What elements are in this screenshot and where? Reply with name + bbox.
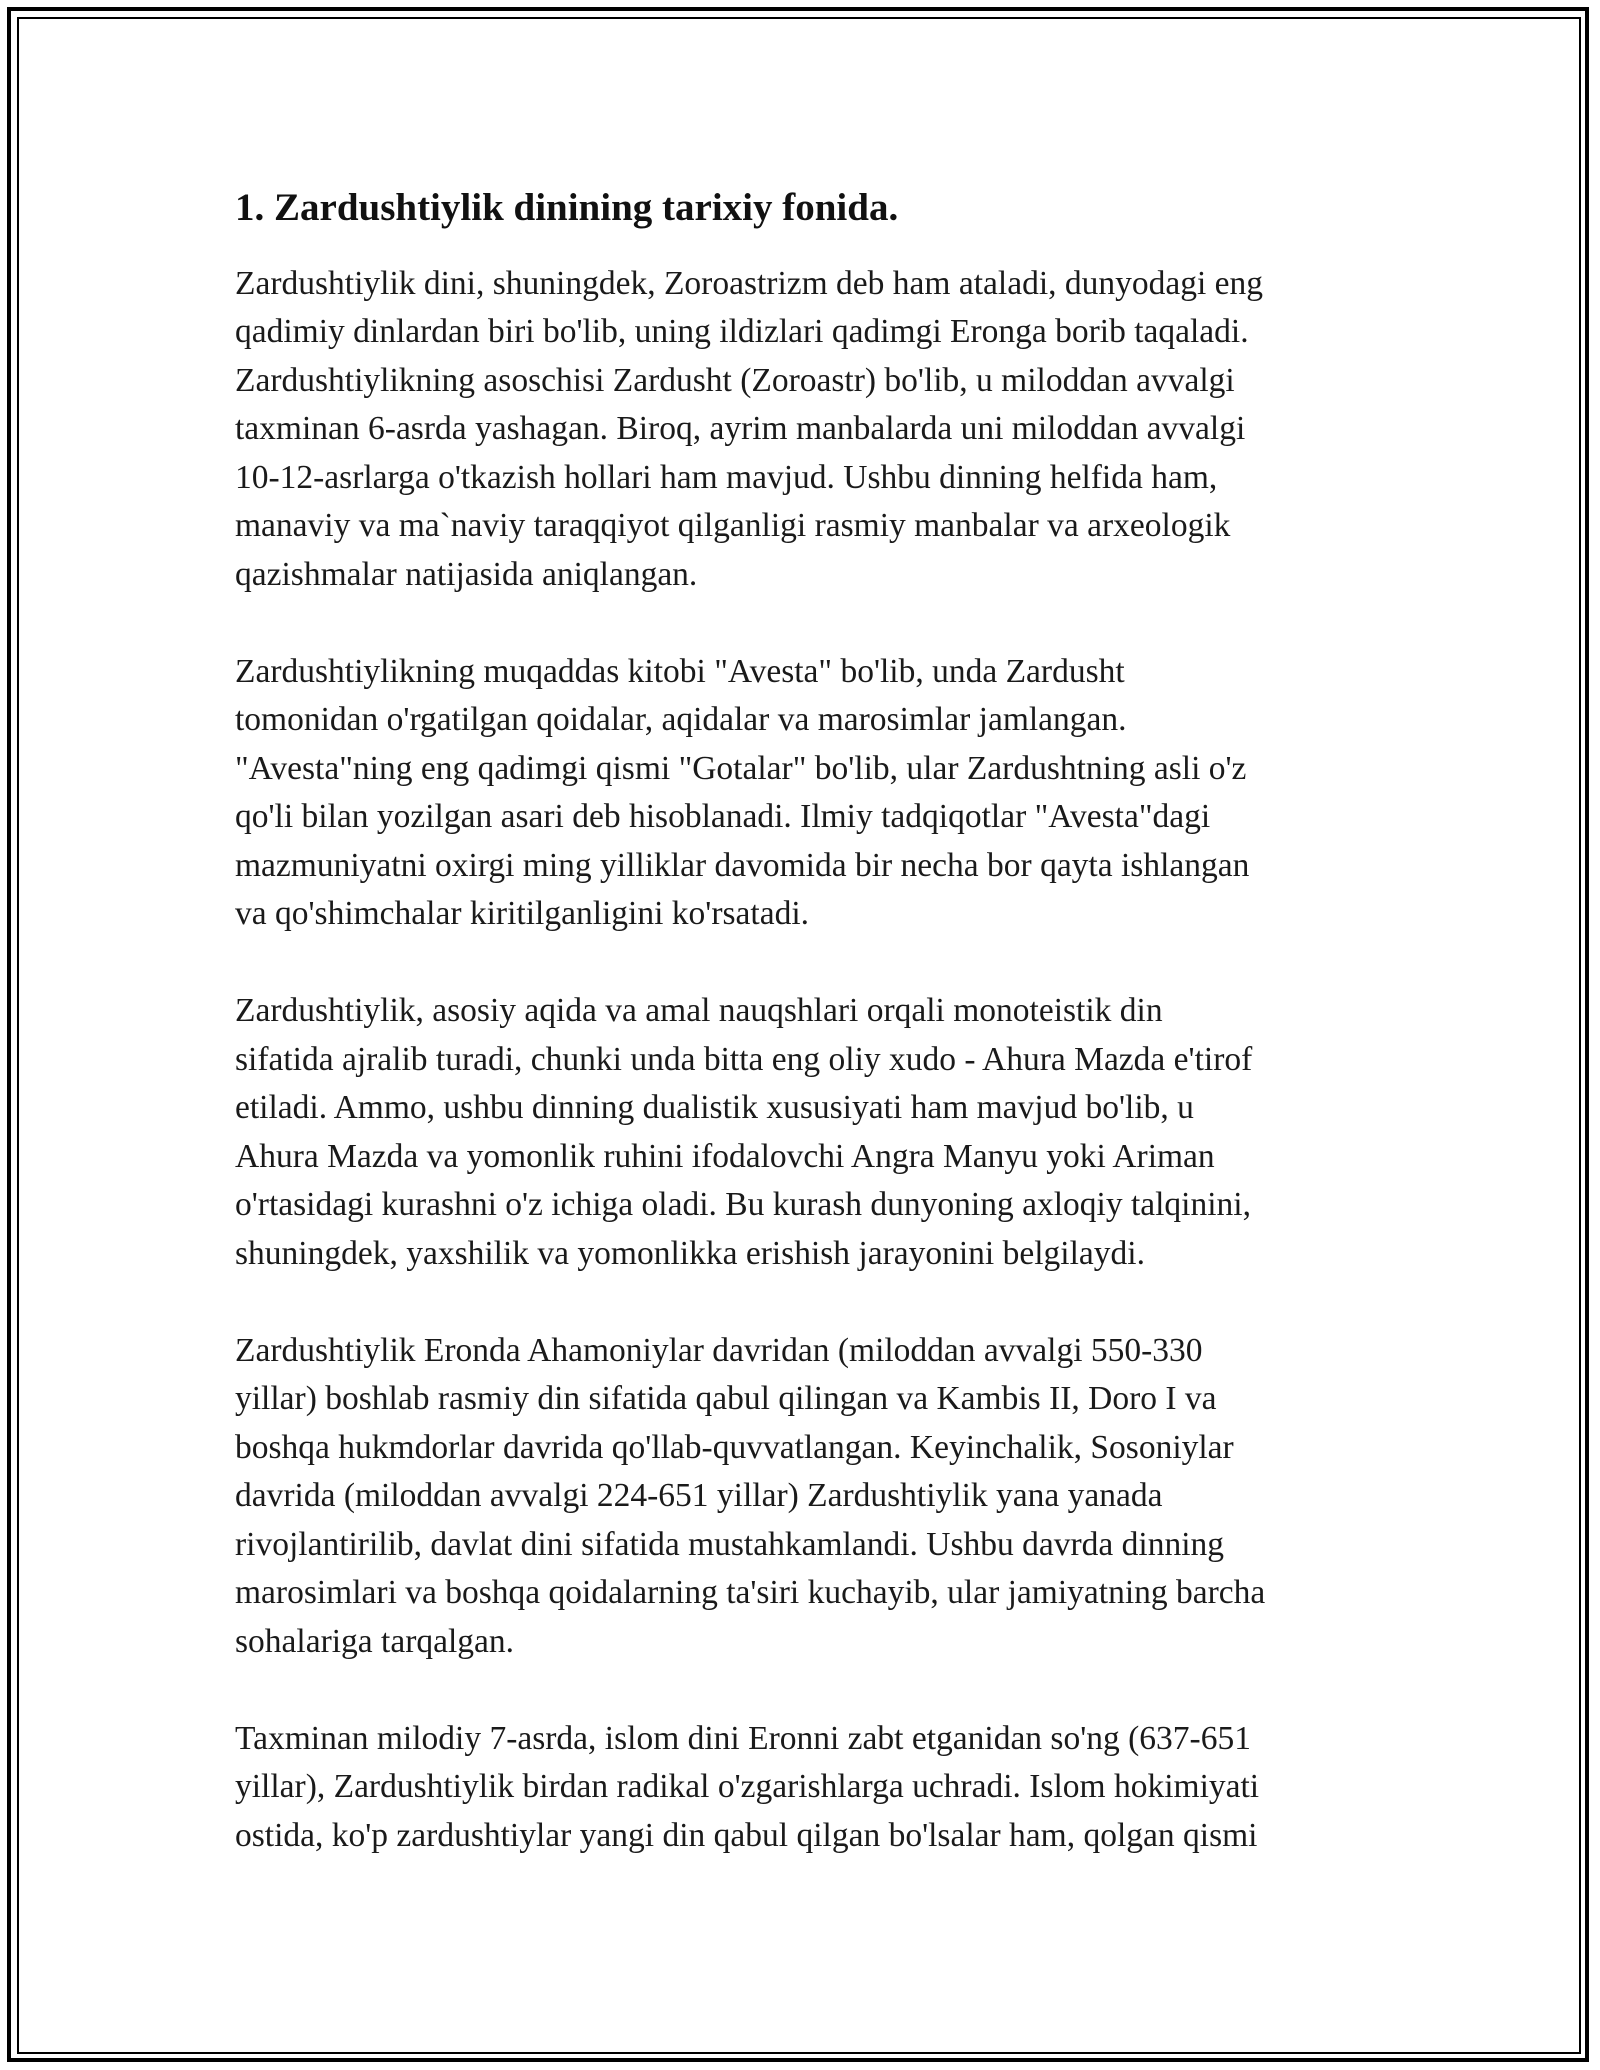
text-line: "Avesta"ning eng qadimgi qismi "Gotalar" bo'lib, ular Zardushtning asli o'z	[235, 749, 1247, 787]
text-line: taxminan 6-asrda yashagan. Biroq, ayrim manbalarda uni miloddan avvalgi	[235, 410, 1246, 448]
text-line: marosimlari va boshqa qoidalarning ta'siri kuchayib, ular jamiyatning barcha	[235, 1574, 1266, 1612]
text-line: Taxminan milodiy 7-asrda, islom dini Eronni zabt etganidan so'ng (637-651	[235, 1719, 1251, 1757]
text-line: qazishmalar natijasida aniqlangan.	[235, 555, 698, 593]
text-line: sohalariga tarqalgan.	[235, 1622, 515, 1660]
text-line: Zardushtiylikning asoschisi Zardusht (Zoroastr) bo'lib, u miloddan avvalgi	[235, 361, 1235, 399]
text-line: Zardushtiylik Eronda Ahamoniylar davridan (miloddan avvalgi 550-330	[235, 1331, 1203, 1369]
paragraph-doctrine	[235, 987, 1370, 1278]
text-line: o'rtasidagi kurashni o'z ichiga oladi. Bu kurash dunyoning axloqiy talqinini,	[235, 1186, 1251, 1224]
text-line: boshqa hukmdorlar davrida qo'llab-quvvatlangan. Keyinchalik, Sosoniylar	[235, 1428, 1234, 1466]
text-line: ostida, ko'p zardushtiylar yangi din qabul qilgan bo'lsalar ham, qolgan qismi	[235, 1816, 1258, 1854]
text-line: yillar), Zardushtiylik birdan radikal o'zgarishlarga uchradi. Islom hokimiyati	[235, 1768, 1260, 1806]
paragraph-origins	[235, 260, 1370, 600]
document-body	[235, 185, 1370, 1909]
text-line: Zardushtiylikning muqaddas kitobi "Avesta" bo'lib, unda Zardusht	[235, 652, 1125, 690]
text-line: yillar) boshlab rasmiy din sifatida qabul qilingan va Kambis II, Doro I va	[235, 1380, 1217, 1418]
section-heading: 1. Zardushtiylik dinining tarixiy fonida.	[235, 186, 899, 229]
text-line: sifatida ajralib turadi, chunki unda bitta eng oliy xudo - Ahura Mazda e'tirof	[235, 1040, 1253, 1078]
text-line: qo'li bilan yozilgan asari deb hisoblanadi. Ilmiy tadqiqotlar "Avesta"dagi	[235, 798, 1211, 836]
text-line: mazmuniyatni oxirgi ming yilliklar davomida bir necha bor qayta ishlangan	[235, 846, 1250, 884]
text-line: Zardushtiylik, asosiy aqida va amal nauqshlari orqali monoteistik din	[235, 992, 1163, 1030]
paragraph-islamic-conquest	[235, 1715, 1370, 1861]
text-line: Zardushtiylik dini, shuningdek, Zoroastrizm deb ham ataladi, dunyodagi eng	[235, 264, 1264, 302]
paragraph-state-religion	[235, 1327, 1370, 1667]
text-line: shuningdek, yaxshilik va yomonlikka erishish jarayonini belgilaydi.	[235, 1234, 1145, 1272]
text-line: va qo'shimchalar kiritilganligini ko'rsatadi.	[235, 895, 809, 933]
text-line: 10-12-asrlarga o'tkazish hollari ham mavjud. Ushbu dinning helfida ham,	[235, 458, 1218, 496]
text-line: rivojlantirilib, davlat dini sifatida mustahkamlandi. Ushbu davrda dinning	[235, 1525, 1225, 1563]
text-line: Ahura Mazda va yomonlik ruhini ifodalovchi Angra Manyu yoki Ariman	[235, 1137, 1215, 1175]
text-line: davrida (miloddan avvalgi 224-651 yillar) Zardushtiylik yana yanada	[235, 1477, 1163, 1515]
text-line: tomonidan o'rgatilgan qoidalar, aqidalar va marosimlar jamlangan.	[235, 701, 1127, 739]
text-line: qadimiy dinlardan biri bo'lib, uning ildizlari qadimgi Eronga borib taqaladi.	[235, 313, 1249, 351]
text-line: manaviy va ma`naviy taraqqiyot qilganligi rasmiy manbalar va arxeologik	[235, 507, 1231, 545]
text-line: etiladi. Ammo, ushbu dinning dualistik xususiyati ham mavjud bo'lib, u	[235, 1089, 1194, 1127]
paragraph-avesta	[235, 648, 1370, 939]
